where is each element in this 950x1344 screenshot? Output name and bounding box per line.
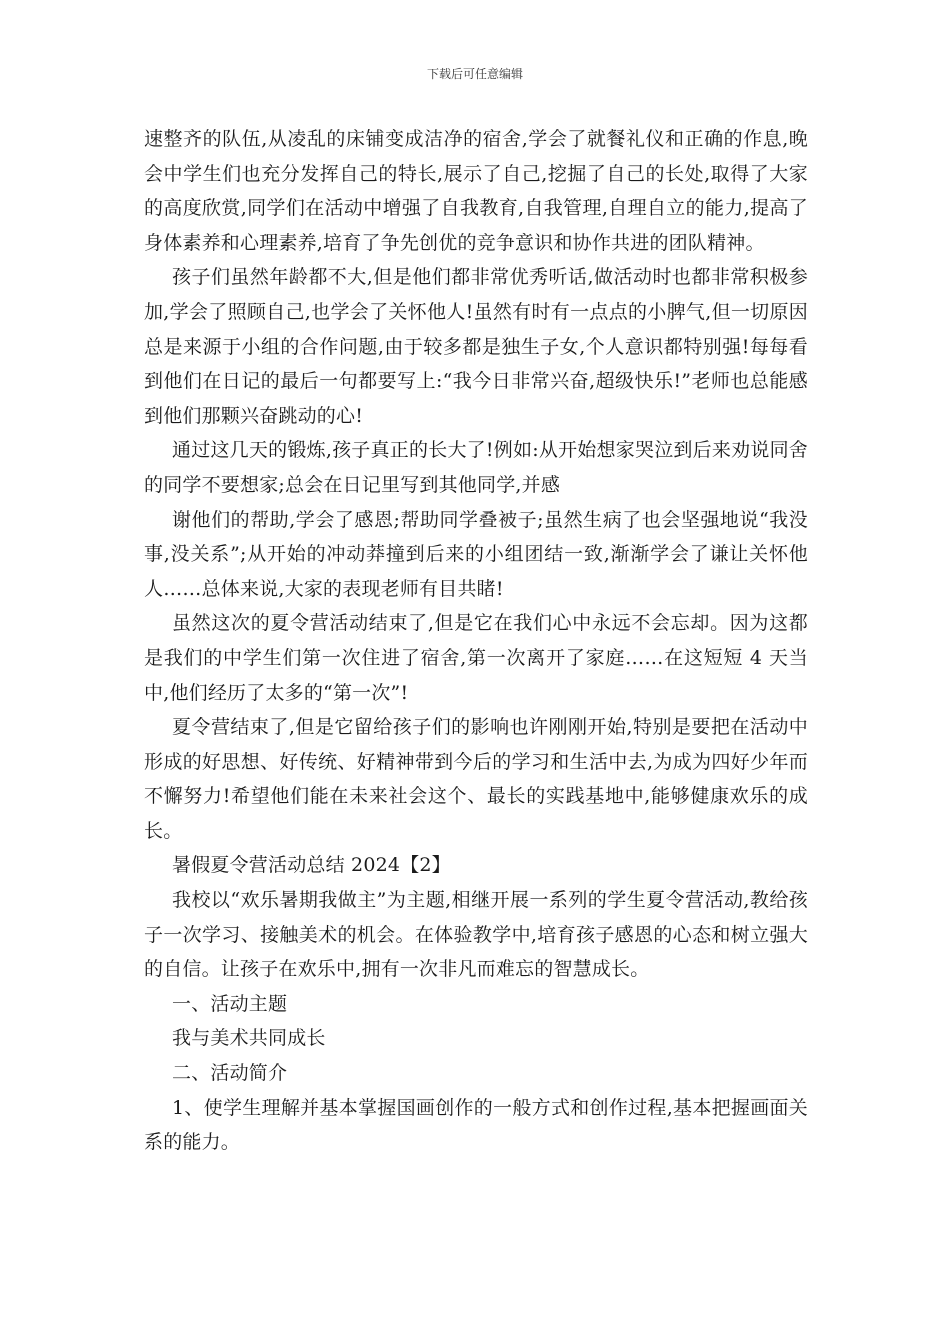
page-header-note: 下载后可任意编辑 — [426, 67, 523, 81]
paragraph-growth: 通过这几天的锻炼,孩子真正的长大了!例如:从开始想家哭泣到后来劝说同舍的同学不要想家;总会在日记里写到其他同学,并感 — [144, 439, 808, 496]
paragraph-continued: 速整齐的队伍,从凌乱的床铺变成洁净的宿舍,学会了就餐礼仪和正确的作息,晚会中学生们也充分发挥自己的特长,展示了自己,挖掘了自己的长处,取得了大家的高度欣赏,同学们在活动中增强了自我教育,自我管理,自理自立的能力,提高了身体素养和心理素养,培育了争先创优的竞争意识和协作共进的团队精神。 — [144, 128, 808, 254]
activity-theme-text: 我与美术共同成长 — [172, 1027, 326, 1050]
paragraph-gratitude: 谢他们的帮助,学会了感恩;帮助同学叠被子;虽然生病了也会坚强地说“我没事,没关系”;从开始的冲动莽撞到后来的小组团结一致,渐渐学会了谦让关怀他人……总体来说,大家的表现老师有目共睹! — [144, 508, 808, 600]
section-title: 暑假夏令营活动总结 2024【2】 — [172, 854, 451, 877]
paragraph-children: 孩子们虽然年龄都不大,但是他们都非常优秀听话,做活动时也都非常积极参加,学会了照顾自己,也学会了关怀他人!虽然有时有一点点的小脾气,但一切原因总是来源于小组的合作问题,由于较多都是独生子女,个人意识都特别强!每每看到他们在日记的最后一句都要写上:“我今日非常兴奋,超级快乐!”老师也总能感到他们那颗兴奋跳动的心! — [144, 266, 808, 427]
paragraph-camp-ended: 虽然这次的夏令营活动结束了,但是它在我们心中永远不会忘却。因为这都是我们的中学生们第一次住进了宿舍,第一次离开了家庭……在这短短 4 天当中,他们经历了太多的“第一次”! — [144, 612, 808, 704]
heading-activity-theme: 一、活动主题 — [172, 992, 288, 1015]
paragraph-impact: 夏令营结束了,但是它留给孩子们的影响也许刚刚开始,特别是要把在活动中形成的好思想、好传统、好精神带到今后的学习和生活中去,为成为四好少年而不懈努力!希望他们能在未来社会这个、最长的实践基地中,能够健康欢乐的成长。 — [144, 716, 808, 842]
list-item-1: 1、使学生理解并基本掌握国画创作的一般方式和创作过程,基本把握画面关系的能力。 — [144, 1096, 808, 1154]
paragraph-intro: 我校以“欢乐暑期我做主”为主题,相继开展一系列的学生夏令营活动,教给孩子一次学习、接触美术的机会。在体验教学中,培育孩子感恩的心态和树立强大的自信。让孩子在欢乐中,拥有一次非凡而难忘的智慧成长。 — [144, 889, 808, 981]
heading-activity-intro: 二、活动简介 — [172, 1062, 288, 1085]
document-body — [144, 122, 808, 1160]
